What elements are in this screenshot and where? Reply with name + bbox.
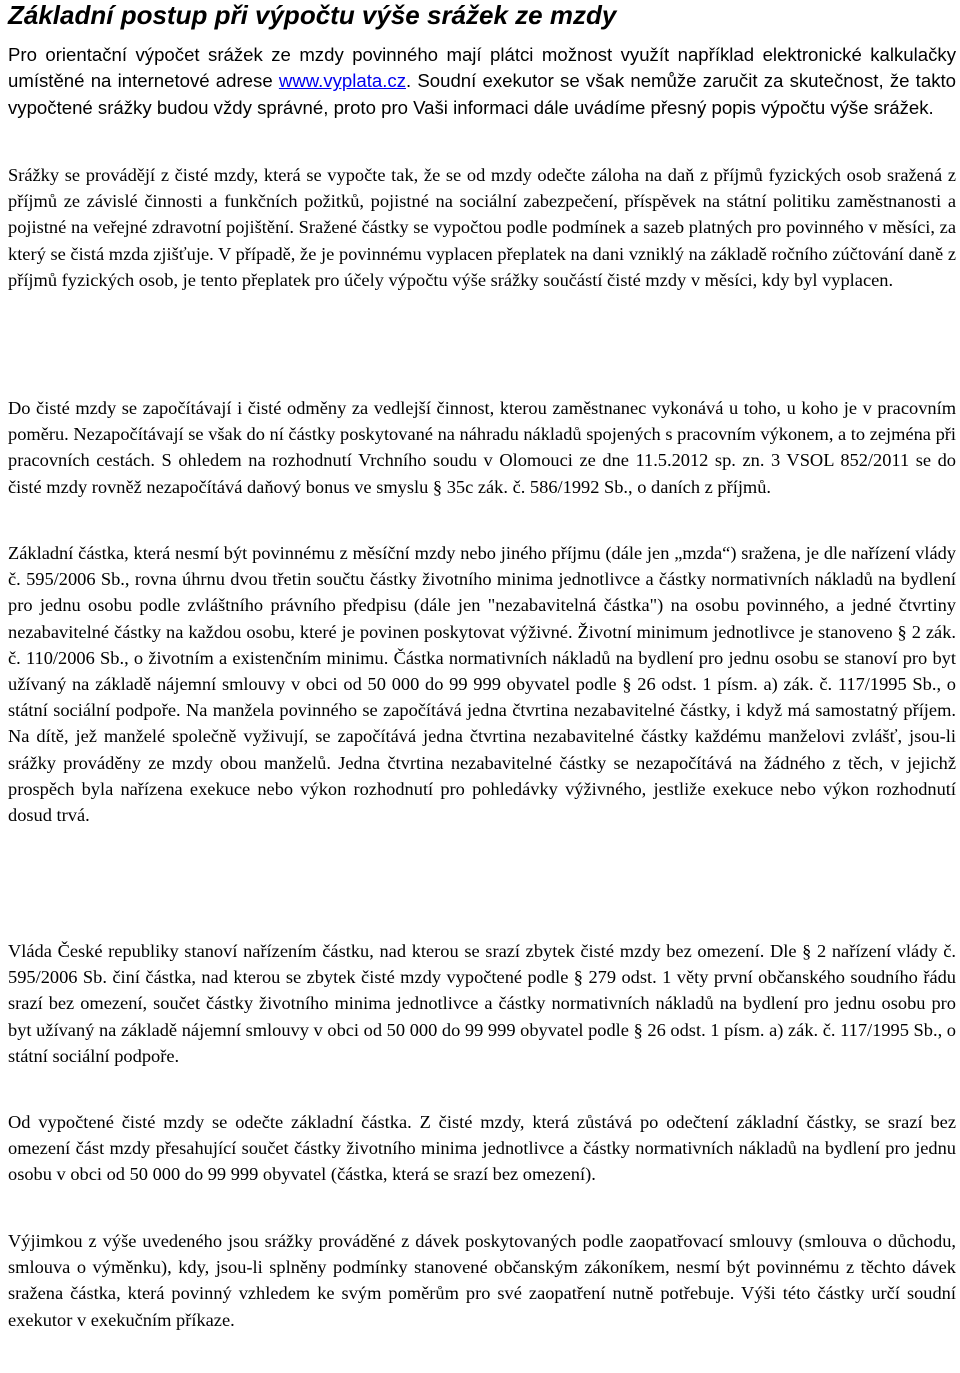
- intro-text-after: . Soudní exekutor se však nemůže zaručit za skutečnost, že takto vypočtené srážky budou vždy správné, proto pro Vaši informaci dále uvádíme přesný popis výpočtu výše srážek.: [8, 70, 956, 118]
- paragraph-deduction-procedure: Od vypočtené čisté mzdy se odečte základní částka. Z čisté mzdy, která zůstává po odečtení základní částky, se srazí bez omezení část mzdy přesahující součet částky životního minima jednotlivce a částky normativních nákladů na bydlení pro jednu osobu v obci od 50 000 do 99 999 obyvatel (částka, která se srazí bez omezení).: [8, 1112, 956, 1185]
- paragraph-net-wage-calculation: Srážky se provádějí z čisté mzdy, která se vypočte tak, že se od mzdy odečte záloha na daň z příjmů fyzických osob sražená z příjmů ze závislé činnosti a funkčních požitků, pojistné na sociální zabezpečení, příspěvek na státní politiku zaměstnanosti a pojistné na veřejné zdravotní pojištění. Sražené částky se vypočtou podle podmínek a sazeb platných pro povinného v měsíci, za který se čistá mzda zjišťuje. V případě, že je povinnému vyplacen přeplatek na dani vzniklý na základě ročního zúčtování daně z příjmů fyzických osob, je tento přeplatek pro účely výpočtu výše srážky součástí čisté mzdy v měsíci, kdy byl vyplacen.: [8, 165, 956, 290]
- intro-paragraph: [8, 42, 956, 162]
- intro-text-before: Pro orientační výpočet srážek ze mzdy povinného mají plátci možnost využít například elektronické kalkulačky umístěné na internetové adrese: [8, 44, 956, 92]
- vyplata-link[interactable]: www.vyplata.cz: [278, 70, 406, 92]
- page-title: Základní postup při výpočtu výše srážek ze mzdy: [8, 0, 617, 30]
- paragraph-exception: Výjimkou z výše uvedeného jsou srážky prováděné z dávek poskytovaných podle zaopatřovací smlouvy (smlouva o důchodu, smlouva o výměnku), kdy, jsou-li splněny podmínky stanovené občanským zákoníkem, nesmí být povinnému z těchto dávek sražena částka, která povinný vzhledem ke svým poměrům pro své zaopatření nutně potřebuje. Výši této částky určí soudní exekutor v exekučním příkaze.: [8, 1231, 956, 1330]
- paragraph-basic-amount: Základní částka, která nesmí být povinnému z měsíční mzdy nebo jiného příjmu (dále jen „mzda“) sražena, je dle nařízení vlády č. 595/2006 Sb., rovna úhrnu dvou třetin součtu částky životního minima jednotlivce a částky normativních nákladů na bydlení pro jednu osobu podle zvláštního právního předpisu (dále jen "nezabavitelná částka") na osobu povinného, a jedné čtvrtiny nezabavitelné částky na každou osobu, které je povinen poskytovat výživné. Životní minimum jednotlivce je stanoveno § 2 zák. č. 110/2006 Sb., o životním a existenčním minimu. Částka normativních nákladů na bydlení pro jednu osobu se stanoví pro byt užívaný na základě nájemní smlouvy v obci od 50 000 do 99 999 obyvatel podle § 26 odst. 1 písm. a) zák. č. 117/1995 Sb., o státní sociální podpoře. Na manžela povinného se započítává jedna čtvrtina nezabavitelné částky, i když má samostatný příjem. Na dítě, jež manželé společně vyživují, se započítává jedna čtvrtina nezabavitelné částky každému manželovi zvlášť, jsou-li srážky prováděny ze mzdy obou manželů. Jedna čtvrtina nezabavitelné částky se nezapočítává na žádného z těch, v jejichž prospěch byla nařízena exekuce nebo výkon rozhodnutí pro pohledávky výživného, jestliže exekuce nebo výkon rozhodnutí dosud trvá.: [8, 543, 956, 826]
- paragraph-government-regulation: Vláda České republiky stanoví nařízením částku, nad kterou se srazí zbytek čisté mzdy bez omezení. Dle § 2 nařízení vlády č. 595/2006 Sb. činí částka, nad kterou se zbytek čisté mzdy vypočtené podle § 279 odst. 1 věty první občanského soudního řádu srazí bez omezení, součet částky životního minima jednotlivce a částky normativních nákladů na bydlení pro jednu osobu pro byt užívaný na základě nájemní smlouvy v obci od 50 000 do 99 999 obyvatel podle § 26 odst. 1 písm. a) zák. č. 117/1995 Sb., o státní sociální podpoře.: [8, 941, 956, 1066]
- paragraph-included-income: Do čisté mzdy se započítávají i čisté odměny za vedlejší činnost, kterou zaměstnanec vykonává u toho, u koho je v pracovním poměru. Nezapočítávají se však do ní částky poskytované na náhradu nákladů spojených s pracovním výkonem, a to zejména při pracovních cestách. S ohledem na rozhodnutí Vrchního soudu v Olomouci ze dne 11.5.2012 sp. zn. 3 VSOL 852/2011 se do čisté mzdy rovněž nezapočítává daňový bonus ve smyslu § 35c zák. č. 586/1992 Sb., o daních z příjmů.: [8, 398, 956, 497]
- document-page: [8, 0, 956, 1373]
